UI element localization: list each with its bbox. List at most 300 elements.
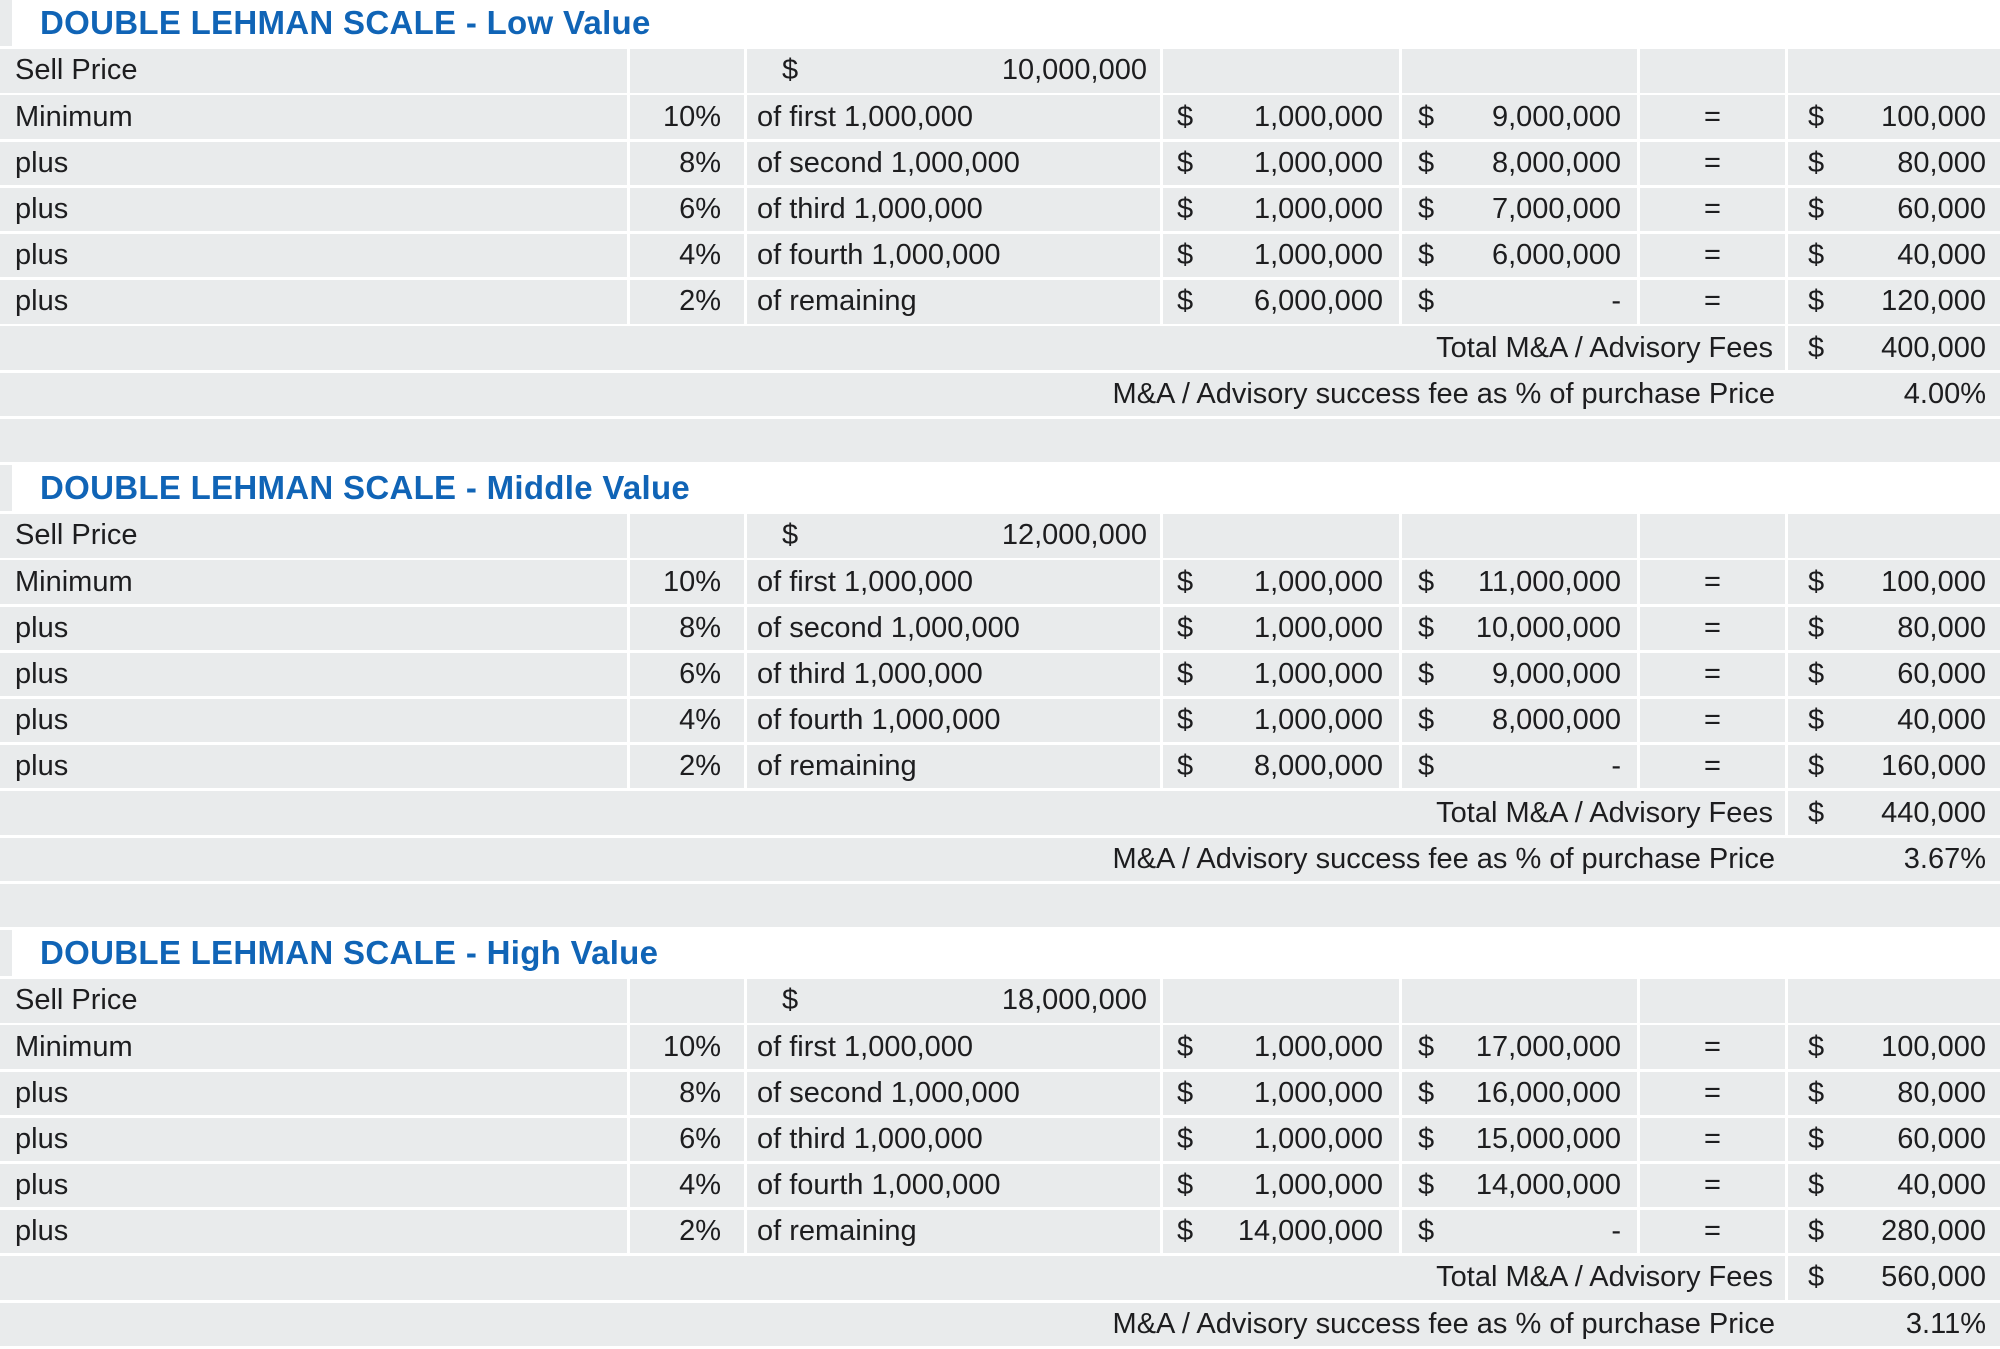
currency-sign: $ — [1177, 192, 1194, 225]
fee-amount-cell — [1785, 653, 2000, 696]
fee-row — [0, 699, 2000, 742]
fee-percent: 6% — [679, 657, 721, 690]
success-fee-cell — [0, 838, 2000, 881]
total-label: Total M&A / Advisory Fees — [1436, 796, 1773, 829]
table-title-row — [0, 0, 2000, 46]
fee-amount: 100,000 — [1881, 100, 1986, 133]
sell-price-amount-cell — [744, 514, 1160, 557]
success-fee-value: 3.11% — [1905, 1307, 1986, 1340]
equals-cell — [1637, 280, 1785, 323]
fee-amount-cell — [1785, 142, 2000, 185]
remaining-amount-cell — [1399, 699, 1637, 742]
fee-row — [0, 560, 2000, 603]
fee-percent: 6% — [679, 192, 721, 225]
currency-sign: $ — [782, 984, 799, 1017]
sell-price-label-cell — [0, 514, 627, 557]
remaining-amount-cell — [1399, 560, 1637, 603]
fee-row — [0, 188, 2000, 231]
tranche-amount: 1,000,000 — [1253, 611, 1383, 644]
tranche-description-cell — [744, 745, 1160, 788]
success-fee-value: 3.67% — [1903, 842, 1986, 875]
equals-sign: = — [1704, 1076, 1721, 1109]
tranche-amount-cell — [1160, 607, 1399, 650]
fee-row-label: Minimum — [15, 100, 133, 133]
currency-sign: $ — [1177, 100, 1194, 133]
equals-sign: = — [1704, 1169, 1721, 1202]
empty-cell — [1785, 514, 2000, 557]
fee-row-label-cell — [0, 1164, 627, 1207]
tranche-amount-cell — [1160, 560, 1399, 603]
fee-row-label-cell — [0, 1210, 627, 1253]
tranche-amount: 1,000,000 — [1253, 704, 1383, 737]
fee-percent-cell — [627, 188, 744, 231]
fee-percent: 10% — [662, 1030, 721, 1063]
tranche-amount: 6,000,000 — [1253, 285, 1383, 318]
fee-percent: 8% — [679, 611, 721, 644]
tranche-description-cell — [744, 607, 1160, 650]
sell-price-amount-cell — [744, 979, 1160, 1022]
total-label-cell — [0, 326, 1785, 369]
fee-row — [0, 1072, 2000, 1115]
equals-sign: = — [1704, 1215, 1721, 1248]
currency-sign: $ — [1177, 657, 1194, 690]
fee-row — [0, 1025, 2000, 1068]
currency-sign: $ — [1418, 1030, 1435, 1063]
tranche-description: of second 1,000,000 — [757, 611, 1020, 644]
sell-price-row — [0, 514, 2000, 557]
fee-amount-cell — [1785, 1025, 2000, 1068]
total-amount: 560,000 — [1881, 1261, 1986, 1294]
currency-sign: $ — [1177, 146, 1194, 179]
fee-amount-cell — [1785, 1118, 2000, 1161]
success-fee-label: M&A / Advisory success fee as % of purchase Price — [1112, 377, 1775, 410]
equals-sign: = — [1704, 192, 1721, 225]
fee-row-label: plus — [15, 285, 69, 318]
fee-percent-cell — [627, 560, 744, 603]
currency-sign: $ — [782, 519, 799, 552]
fee-amount-cell — [1785, 95, 2000, 138]
success-fee-label: M&A / Advisory success fee as % of purchase Price — [1112, 842, 1775, 875]
remaining-amount: - — [1611, 285, 1621, 318]
fee-percent-cell — [627, 607, 744, 650]
remaining-amount-cell — [1399, 234, 1637, 277]
fee-amount: 100,000 — [1881, 1030, 1986, 1063]
tranche-description: of remaining — [757, 1215, 917, 1248]
currency-sign: $ — [1808, 1076, 1825, 1109]
tranche-description: of remaining — [757, 750, 917, 783]
fee-row-label-cell — [0, 1118, 627, 1161]
equals-sign: = — [1704, 239, 1721, 272]
fee-percent-cell — [627, 280, 744, 323]
success-fee-value: 4.00% — [1903, 377, 1986, 410]
tranche-description-cell — [744, 188, 1160, 231]
empty-cell — [0, 419, 2000, 462]
success-fee-row — [0, 373, 2000, 416]
tranche-amount: 1,000,000 — [1253, 100, 1383, 133]
fee-amount: 60,000 — [1897, 192, 1986, 225]
equals-cell — [1637, 1072, 1785, 1115]
tranche-description: of third 1,000,000 — [757, 192, 983, 225]
total-row — [0, 1256, 2000, 1299]
fee-row — [0, 1210, 2000, 1253]
tranche-description-cell — [744, 1072, 1160, 1115]
fee-amount-cell — [1785, 699, 2000, 742]
currency-sign: $ — [1808, 239, 1825, 272]
tranche-description-cell — [744, 1025, 1160, 1068]
tranche-description-cell — [744, 560, 1160, 603]
empty-cell — [1160, 49, 1399, 92]
tranche-amount: 1,000,000 — [1253, 146, 1383, 179]
empty-cell — [1637, 514, 1785, 557]
currency-sign: $ — [1177, 750, 1194, 783]
fee-percent: 2% — [679, 750, 721, 783]
fee-amount-cell — [1785, 234, 2000, 277]
fee-row-label: plus — [15, 192, 69, 225]
fee-amount: 40,000 — [1897, 1169, 1986, 1202]
currency-sign: $ — [1177, 611, 1194, 644]
total-row — [0, 326, 2000, 369]
currency-sign: $ — [1418, 1215, 1435, 1248]
remaining-amount: 9,000,000 — [1491, 100, 1621, 133]
currency-sign: $ — [1177, 1215, 1194, 1248]
empty-cell — [1637, 979, 1785, 1022]
currency-sign: $ — [1177, 285, 1194, 318]
spacer-row — [0, 884, 2000, 927]
equals-cell — [1637, 1118, 1785, 1161]
fee-amount: 40,000 — [1897, 704, 1986, 737]
currency-sign: $ — [1418, 611, 1435, 644]
tranche-description: of first 1,000,000 — [757, 1030, 974, 1063]
fee-row-label-cell — [0, 560, 627, 603]
table-title-row — [0, 930, 2000, 976]
fee-percent-cell — [627, 653, 744, 696]
fee-amount-cell — [1785, 560, 2000, 603]
tranche-amount-cell — [1160, 653, 1399, 696]
tranche-amount-cell — [1160, 1164, 1399, 1207]
fee-row-label: plus — [15, 1076, 69, 1109]
currency-sign: $ — [1418, 192, 1435, 225]
tranche-amount: 14,000,000 — [1237, 1215, 1383, 1248]
remaining-amount-cell — [1399, 142, 1637, 185]
empty-cell — [627, 49, 744, 92]
empty-cell — [1785, 979, 2000, 1022]
tranche-amount: 8,000,000 — [1253, 750, 1383, 783]
tranche-description: of fourth 1,000,000 — [757, 1169, 1001, 1202]
fee-row-label-cell — [0, 653, 627, 696]
fee-row-label: plus — [15, 611, 69, 644]
remaining-amount: - — [1611, 750, 1621, 783]
currency-sign: $ — [1177, 565, 1194, 598]
fee-amount: 80,000 — [1897, 611, 1986, 644]
fee-row-label-cell — [0, 607, 627, 650]
remaining-amount: 15,000,000 — [1475, 1122, 1621, 1155]
sell-price-label: Sell Price — [15, 984, 138, 1017]
tranche-description-cell — [744, 234, 1160, 277]
fee-row-label-cell — [0, 699, 627, 742]
fee-row-label: plus — [15, 704, 69, 737]
remaining-amount-cell — [1399, 1164, 1637, 1207]
currency-sign: $ — [1808, 146, 1825, 179]
table-title: DOUBLE LEHMAN SCALE - High Value — [40, 934, 659, 972]
fee-percent-cell — [627, 234, 744, 277]
remaining-amount: 8,000,000 — [1491, 146, 1621, 179]
tranche-description-cell — [744, 1118, 1160, 1161]
tranche-amount-cell — [1160, 95, 1399, 138]
empty-cell — [1160, 979, 1399, 1022]
total-amount-cell — [1785, 1256, 2000, 1299]
success-fee-row — [0, 838, 2000, 881]
fee-row — [0, 607, 2000, 650]
fee-percent: 2% — [679, 1215, 721, 1248]
fee-row-label-cell — [0, 280, 627, 323]
currency-sign: $ — [1808, 611, 1825, 644]
fee-row — [0, 95, 2000, 138]
fee-percent: 10% — [662, 100, 721, 133]
fee-row-label: plus — [15, 1215, 69, 1248]
equals-cell — [1637, 1164, 1785, 1207]
sell-price-amount: 10,000,000 — [1001, 54, 1147, 87]
tranche-amount-cell — [1160, 142, 1399, 185]
success-fee-cell — [0, 1303, 2000, 1346]
fee-percent: 8% — [679, 146, 721, 179]
remaining-amount-cell — [1399, 280, 1637, 323]
equals-sign: = — [1704, 565, 1721, 598]
currency-sign: $ — [1418, 100, 1435, 133]
currency-sign: $ — [1418, 1122, 1435, 1155]
currency-sign: $ — [1418, 565, 1435, 598]
fee-amount: 120,000 — [1881, 285, 1986, 318]
empty-cell — [627, 514, 744, 557]
table-title-row — [0, 465, 2000, 511]
currency-sign: $ — [1418, 285, 1435, 318]
fee-amount: 40,000 — [1897, 239, 1986, 272]
equals-cell — [1637, 95, 1785, 138]
remaining-amount-cell — [1399, 1210, 1637, 1253]
remaining-amount: 17,000,000 — [1475, 1030, 1621, 1063]
remaining-amount-cell — [1399, 1025, 1637, 1068]
fee-percent-cell — [627, 1072, 744, 1115]
remaining-amount-cell — [1399, 1072, 1637, 1115]
currency-sign: $ — [1808, 565, 1825, 598]
tranche-description-cell — [744, 95, 1160, 138]
tranche-amount-cell — [1160, 1210, 1399, 1253]
tranche-amount-cell — [1160, 280, 1399, 323]
currency-sign: $ — [1808, 1261, 1825, 1294]
equals-cell — [1637, 607, 1785, 650]
equals-cell — [1637, 142, 1785, 185]
currency-sign: $ — [1808, 1122, 1825, 1155]
equals-sign: = — [1704, 1030, 1721, 1063]
fee-percent-cell — [627, 745, 744, 788]
fee-percent: 8% — [679, 1076, 721, 1109]
currency-sign: $ — [1808, 192, 1825, 225]
tranche-description: of first 1,000,000 — [757, 565, 974, 598]
tranche-amount: 1,000,000 — [1253, 1122, 1383, 1155]
currency-sign: $ — [1418, 146, 1435, 179]
success-fee-row — [0, 1303, 2000, 1346]
fee-amount: 80,000 — [1897, 1076, 1986, 1109]
fee-row-label-cell — [0, 1072, 627, 1115]
sell-price-row — [0, 979, 2000, 1022]
equals-sign: = — [1704, 1122, 1721, 1155]
currency-sign: $ — [1808, 1169, 1825, 1202]
tranche-description-cell — [744, 1210, 1160, 1253]
tranche-amount-cell — [1160, 1118, 1399, 1161]
equals-cell — [1637, 1210, 1785, 1253]
fee-row-label: plus — [15, 239, 69, 272]
fee-row — [0, 745, 2000, 788]
fee-amount-cell — [1785, 280, 2000, 323]
fee-percent: 4% — [679, 704, 721, 737]
total-label: Total M&A / Advisory Fees — [1436, 1261, 1773, 1294]
success-fee-cell — [0, 373, 2000, 416]
fee-amount: 280,000 — [1881, 1215, 1986, 1248]
equals-sign: = — [1704, 611, 1721, 644]
currency-sign: $ — [1418, 1169, 1435, 1202]
fee-percent-cell — [627, 1118, 744, 1161]
total-label: Total M&A / Advisory Fees — [1436, 331, 1773, 364]
tranche-amount: 1,000,000 — [1253, 239, 1383, 272]
empty-cell — [1399, 979, 1637, 1022]
tranche-description: of second 1,000,000 — [757, 146, 1020, 179]
total-amount-cell — [1785, 791, 2000, 834]
empty-cell — [1637, 49, 1785, 92]
remaining-amount: 11,000,000 — [1478, 565, 1621, 598]
fee-rows — [0, 560, 2000, 788]
fee-amount-cell — [1785, 1164, 2000, 1207]
remaining-amount: 6,000,000 — [1491, 239, 1621, 272]
currency-sign: $ — [1808, 100, 1825, 133]
fee-row-label-cell — [0, 95, 627, 138]
fee-amount-cell — [1785, 1210, 2000, 1253]
tranche-description: of first 1,000,000 — [757, 100, 974, 133]
equals-cell — [1637, 188, 1785, 231]
currency-sign: $ — [1177, 704, 1194, 737]
equals-cell — [1637, 745, 1785, 788]
fee-row — [0, 234, 2000, 277]
currency-sign: $ — [1808, 750, 1825, 783]
tranche-description-cell — [744, 699, 1160, 742]
empty-cell — [0, 884, 2000, 927]
tranche-amount-cell — [1160, 699, 1399, 742]
fee-row-label: plus — [15, 657, 69, 690]
empty-cell — [1399, 514, 1637, 557]
fee-amount: 100,000 — [1881, 565, 1986, 598]
tranche-description-cell — [744, 142, 1160, 185]
table-title: DOUBLE LEHMAN SCALE - Middle Value — [40, 469, 691, 507]
fee-row-label-cell — [0, 745, 627, 788]
fee-row-label: plus — [15, 1169, 69, 1202]
fee-row-label: Minimum — [15, 565, 133, 598]
currency-sign: $ — [1808, 796, 1825, 829]
tranche-amount-cell — [1160, 1072, 1399, 1115]
remaining-amount: 10,000,000 — [1475, 611, 1621, 644]
spacer-row — [0, 419, 2000, 462]
remaining-amount: 7,000,000 — [1491, 192, 1621, 225]
fee-row-label-cell — [0, 1025, 627, 1068]
tranche-description: of remaining — [757, 285, 917, 318]
remaining-amount-cell — [1399, 95, 1637, 138]
total-label-cell — [0, 1256, 1785, 1299]
equals-sign: = — [1704, 704, 1721, 737]
remaining-amount: 9,000,000 — [1491, 657, 1621, 690]
remaining-amount: 16,000,000 — [1475, 1076, 1621, 1109]
currency-sign: $ — [1418, 750, 1435, 783]
currency-sign: $ — [1177, 1169, 1194, 1202]
equals-cell — [1637, 1025, 1785, 1068]
empty-cell — [627, 979, 744, 1022]
equals-sign: = — [1704, 146, 1721, 179]
currency-sign: $ — [1177, 1122, 1194, 1155]
currency-sign: $ — [1418, 239, 1435, 272]
fee-rows — [0, 95, 2000, 323]
remaining-amount-cell — [1399, 1118, 1637, 1161]
remaining-amount: 8,000,000 — [1491, 704, 1621, 737]
total-row — [0, 791, 2000, 834]
fee-amount-cell — [1785, 188, 2000, 231]
equals-cell — [1637, 653, 1785, 696]
success-fee-label: M&A / Advisory success fee as % of purchase Price — [1112, 1307, 1775, 1340]
fee-percent: 4% — [679, 239, 721, 272]
tranche-amount-cell — [1160, 188, 1399, 231]
fee-percent-cell — [627, 142, 744, 185]
fee-amount: 60,000 — [1897, 1122, 1986, 1155]
tranche-description: of third 1,000,000 — [757, 657, 983, 690]
tranche-amount: 1,000,000 — [1253, 1169, 1383, 1202]
sell-price-label-cell — [0, 49, 627, 92]
lehman-table — [0, 930, 2000, 1346]
tranche-amount: 1,000,000 — [1253, 1076, 1383, 1109]
tranche-description-cell — [744, 280, 1160, 323]
fee-row-label: plus — [15, 1122, 69, 1155]
total-amount-cell — [1785, 326, 2000, 369]
fee-amount-cell — [1785, 607, 2000, 650]
total-label-cell — [0, 791, 1785, 834]
currency-sign: $ — [1808, 1215, 1825, 1248]
fee-row-label: Minimum — [15, 1030, 133, 1063]
currency-sign: $ — [1177, 1030, 1194, 1063]
fee-amount-cell — [1785, 745, 2000, 788]
left-gray-sliver — [0, 0, 12, 46]
remaining-amount-cell — [1399, 607, 1637, 650]
fee-row — [0, 1118, 2000, 1161]
remaining-amount-cell — [1399, 745, 1637, 788]
equals-sign: = — [1704, 750, 1721, 783]
currency-sign: $ — [1808, 285, 1825, 318]
tranche-description-cell — [744, 653, 1160, 696]
fee-amount-cell — [1785, 1072, 2000, 1115]
fee-row-label: plus — [15, 750, 69, 783]
currency-sign: $ — [1808, 331, 1825, 364]
equals-sign: = — [1704, 100, 1721, 133]
currency-sign: $ — [1177, 1076, 1194, 1109]
tranche-description: of fourth 1,000,000 — [757, 704, 1001, 737]
currency-sign: $ — [1808, 657, 1825, 690]
fee-percent-cell — [627, 95, 744, 138]
sell-price-amount: 18,000,000 — [1001, 984, 1147, 1017]
fee-row-label-cell — [0, 142, 627, 185]
currency-sign: $ — [1808, 1030, 1825, 1063]
sell-price-label: Sell Price — [15, 54, 138, 87]
tranche-amount: 1,000,000 — [1253, 1030, 1383, 1063]
currency-sign: $ — [1808, 704, 1825, 737]
tranche-description: of fourth 1,000,000 — [757, 239, 1001, 272]
tranche-amount: 1,000,000 — [1253, 565, 1383, 598]
sell-price-label-cell — [0, 979, 627, 1022]
fee-row-label-cell — [0, 234, 627, 277]
left-gray-sliver — [0, 465, 12, 511]
fee-percent: 4% — [679, 1169, 721, 1202]
